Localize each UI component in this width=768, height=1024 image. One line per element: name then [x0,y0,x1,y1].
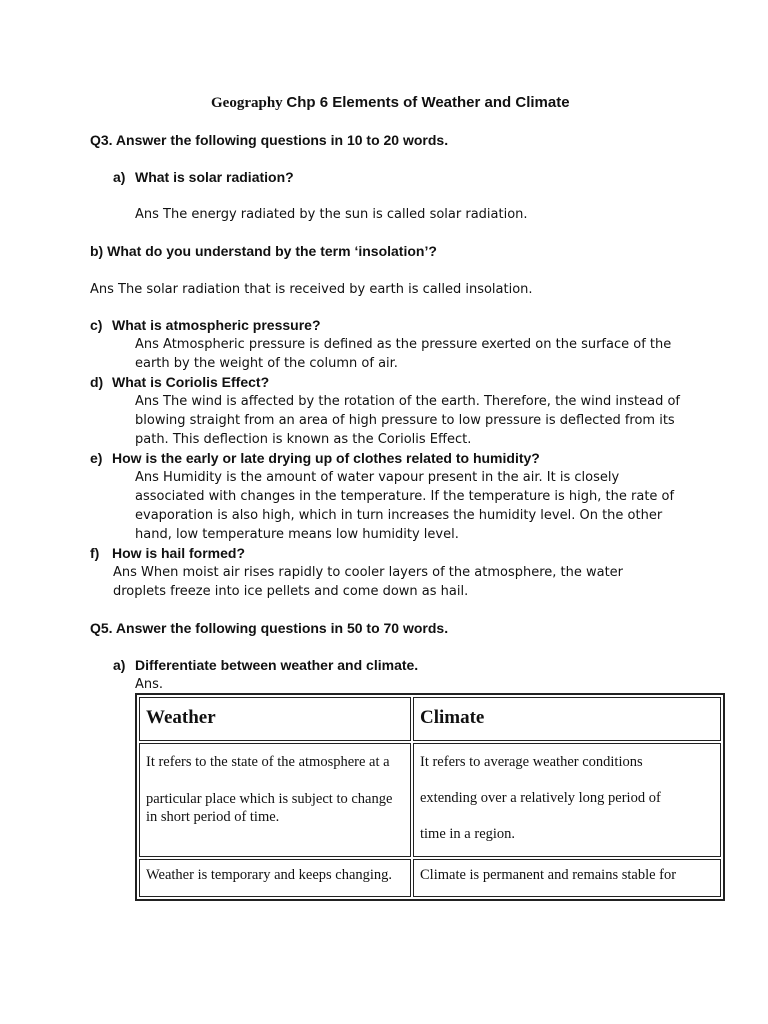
answer-d: Ans The wind is affected by the rotation of the earth. Therefore, the wind instead of blowing straight from an area of high pressure to low pressure is deflected from its path. This deflection is known as the Coriolis Effect. [135,394,680,447]
q5-answer-label: Ans. [135,677,164,692]
table-header-climate: Climate [413,697,721,741]
title-subject: Geography [211,95,283,111]
table-header-row [139,697,721,741]
table-header-weather: Weather [139,697,411,741]
question-marker: e) [90,450,103,466]
question-e [90,450,540,466]
table-cell-weather [139,743,411,857]
question-d [90,374,269,390]
question-marker: d) [90,374,104,390]
question-c [90,317,321,333]
answer-f: Ans When moist air rises rapidly to cooler layers of the atmosphere, the water droplets freeze into ice pellets and come down as hail. [113,565,624,599]
question-text: How is the early or late drying up of clothes related to humidity? [112,450,540,466]
answer-a: Ans The energy radiated by the sun is called solar radiation. [135,207,528,222]
comparison-table [135,693,725,901]
q5-question-a [113,657,418,673]
cell-line: Weather is temporary and keeps changing. [146,867,393,883]
answer-b: Ans The solar radiation that is received by earth is called insolation. [90,282,533,297]
cell-line: time in a region. [420,826,516,842]
q5-heading: Q5. Answer the following questions in 50 to 70 words. [90,620,449,636]
answer-c: Ans Atmospheric pressure is defined as the pressure exerted on the surface of the earth by the weight of the column of air. [135,337,672,371]
answer-e: Ans Humidity is the amount of water vapour present in the air. It is closely associated with changes in the temperature. If the temperature is high, the rate of evaporation is also high, which in turn increases the humidity level. On the other hand, low temperature means low humidity level. [135,470,675,542]
cell-line: particular place which is subject to change in short period of time. [146,791,393,825]
table-cell-weather [139,859,411,897]
question-text: What is Coriolis Effect? [112,374,270,390]
q3-heading: Q3. Answer the following questions in 10 to 20 words. [90,132,449,148]
table-row [139,743,721,857]
table-cell-climate [413,859,721,897]
question-text: How is hail formed? [112,545,246,561]
table-row [139,859,721,897]
question-text: What is atmospheric pressure? [112,317,321,333]
question-marker: a) [113,169,126,185]
title-rest: Chp 6 Elements of Weather and Climate [286,94,570,111]
table-cell-climate [413,743,721,857]
cell-line: It refers to average weather conditions [420,754,643,770]
question-b: b) What do you understand by the term ‘insolation’? [90,243,437,259]
question-a [113,169,294,185]
question-marker: a) [113,657,126,673]
cell-line: Climate is permanent and remains stable for [420,867,677,883]
question-marker: f) [90,545,100,561]
question-f [90,545,245,561]
question-text: Differentiate between weather and climate. [135,657,419,673]
question-marker: c) [90,317,103,333]
document-title [211,94,570,112]
cell-line: It refers to the state of the atmosphere at a [146,754,390,770]
cell-line: extending over a relatively long period of [420,790,661,806]
question-text: What is solar radiation? [135,169,294,185]
